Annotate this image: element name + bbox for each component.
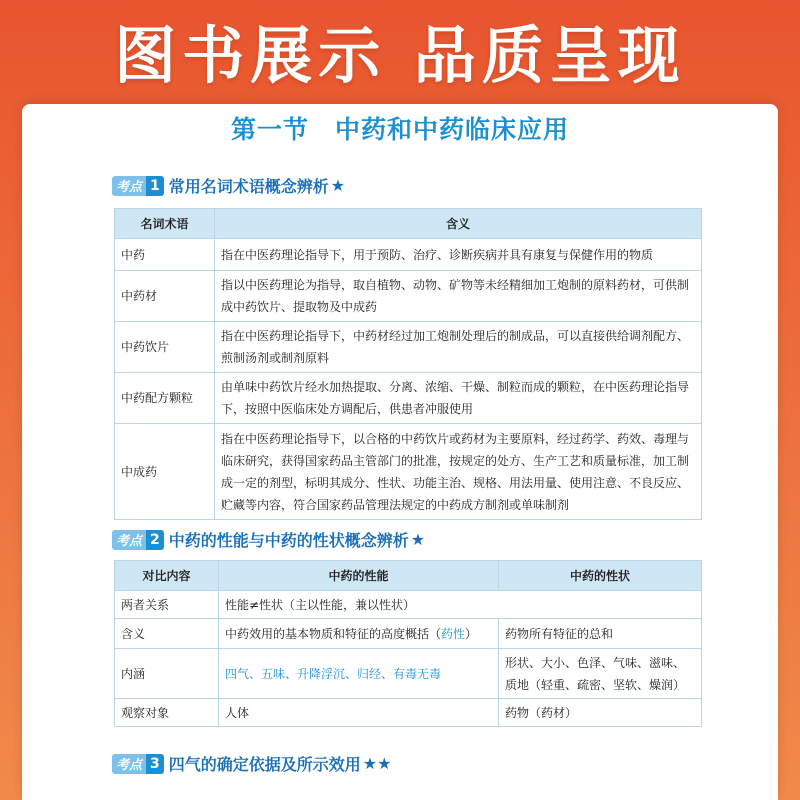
item-cell: 内涵 [115, 649, 219, 699]
point-title: 四气的确定依据及所示效用 [168, 755, 361, 774]
terms-table [114, 208, 702, 520]
definition-cell: 指以中医药理论为指导，取自植物、动物、矿物等未经精细加工炮制的原料药材，可供制成中药饮片、提取物及中成药 [215, 271, 702, 322]
table-row [115, 649, 702, 699]
table-row [115, 591, 702, 619]
section-title: 第一节 中药和中药临床应用 [230, 115, 569, 144]
trait-cell: 形状、大小、色泽、气味、滋味、质地（轻重、疏密、坚软、燥润） [499, 649, 702, 699]
star-icon: ★ [410, 530, 426, 549]
badge-label: 考点 [112, 530, 146, 550]
relation-cell: 性能≠性状（主以性能，兼以性状） [219, 591, 702, 619]
table-header-row [115, 561, 702, 591]
term-cell: 中药材 [115, 271, 215, 322]
header-term: 名词术语 [115, 209, 215, 239]
point-title: 中药的性能与中药的性状概念辨析 [168, 531, 409, 550]
badge-number: 3 [146, 754, 164, 774]
table-row [115, 322, 702, 373]
badge-label: 考点 [112, 754, 146, 774]
star-icon: ★★ [362, 754, 392, 773]
banner-title: 图书展示 品质呈现 [114, 18, 686, 92]
comparison-table [114, 560, 702, 727]
performance-text-end: ） [465, 626, 478, 641]
header-compare: 对比内容 [115, 561, 219, 591]
term-cell: 中药 [115, 239, 215, 271]
point-badge [112, 754, 164, 774]
point-1-heading [112, 174, 345, 197]
badge-number: 2 [146, 530, 164, 550]
table-row [115, 239, 702, 271]
point-badge [112, 176, 164, 196]
table-row [115, 619, 702, 649]
item-cell: 含义 [115, 619, 219, 649]
table-row [115, 699, 702, 727]
highlight-text: 药性 [441, 626, 466, 641]
header-performance: 中药的性能 [219, 561, 499, 591]
definition-cell: 指在中医药理论指导下，用于预防、治疗、诊断疾病并具有康复与保健作用的物质 [215, 239, 702, 271]
performance-cell [219, 619, 499, 649]
definition-cell: 指在中医药理论指导下，中药材经过加工炮制处理后的制成品，可以直接供给调剂配方、煎制汤剂或制剂原料 [215, 322, 702, 373]
point-badge [112, 530, 164, 550]
trait-cell: 药物所有特征的总和 [499, 619, 702, 649]
header-meaning: 含义 [215, 209, 702, 239]
table-row [115, 271, 702, 322]
performance-text: 中药效用的基本物质和特征的高度概括（ [225, 626, 442, 641]
performance-cell: 四气、五味、升降浮沉、归经、有毒无毒 [219, 649, 499, 699]
term-cell: 中成药 [115, 424, 215, 520]
table-header-row [115, 209, 702, 239]
badge-number: 1 [146, 176, 164, 196]
point-title: 常用名词术语概念辨析 [168, 177, 329, 196]
item-cell: 观察对象 [115, 699, 219, 727]
performance-cell: 人体 [219, 699, 499, 727]
point-3-heading [112, 752, 391, 775]
term-cell: 中药配方颗粒 [115, 373, 215, 424]
header-traits: 中药的性状 [499, 561, 702, 591]
item-cell: 两者关系 [115, 591, 219, 619]
definition-cell: 由单味中药饮片经水加热提取、分离、浓缩、干燥、制粒而成的颗粒，在中医药理论指导下，按照中医临床处方调配后，供患者冲服使用 [215, 373, 702, 424]
term-cell: 中药饮片 [115, 322, 215, 373]
point-2-heading [112, 528, 425, 551]
trait-cell: 药物（药材） [499, 699, 702, 727]
banner [0, 0, 800, 100]
table-row [115, 424, 702, 520]
table-row [115, 373, 702, 424]
book-page [22, 104, 778, 800]
star-icon: ★ [330, 176, 346, 195]
definition-cell: 指在中医药理论指导下，以合格的中药饮片或药材为主要原料，经过药学、药效、毒理与临床研究，获得国家药品主管部门的批准，按规定的处方、生产工艺和质量标准，加工制成一定的剂型，标明其成分、性状、功能主治、规格、用法用量、使用注意、不良反应、贮藏等内容，符合国家药品管理法规定的中药成方制剂或单味制剂 [215, 424, 702, 520]
badge-label: 考点 [112, 176, 146, 196]
